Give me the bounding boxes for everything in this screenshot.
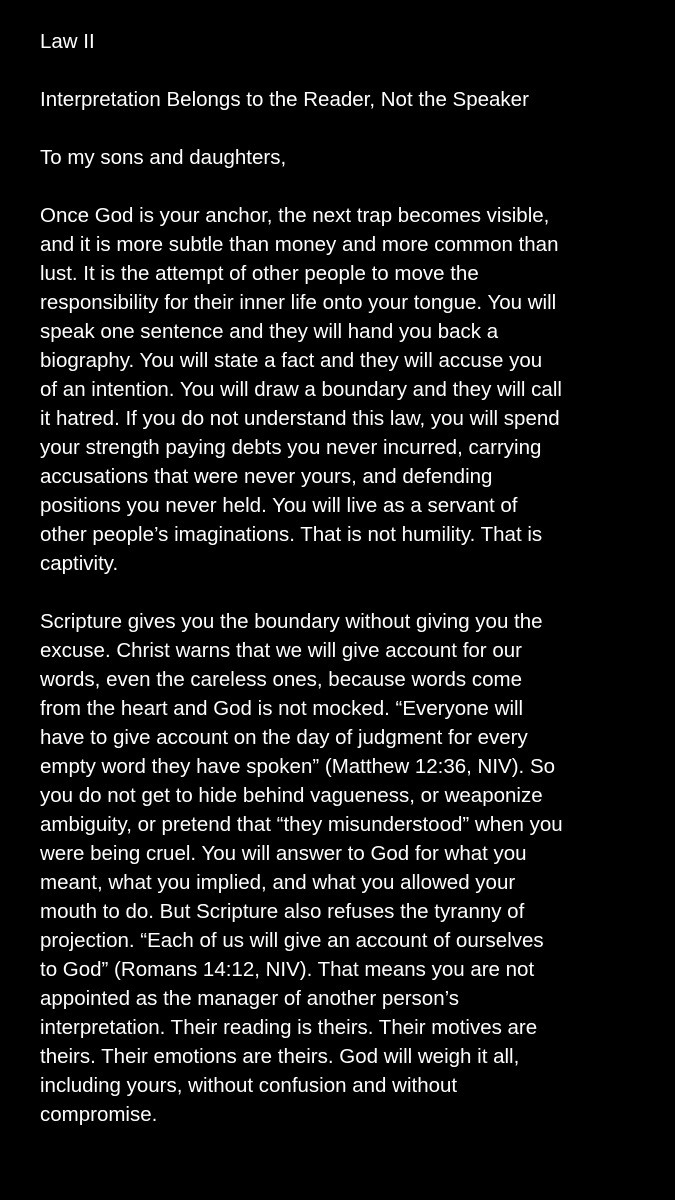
law-heading: Law II (40, 30, 95, 53)
spacer (40, 114, 640, 143)
spacer (40, 56, 640, 85)
law-subtitle: Interpretation Belongs to the Reader, Not the Speaker (40, 88, 529, 111)
document-page (40, 27, 640, 1129)
salutation: To my sons and daughters, (40, 146, 287, 169)
spacer (40, 172, 640, 201)
paragraph-anchor-trap: Once God is your anchor, the next trap becomes visible, and it is more subtle than money and more common than lust. It is the attempt of other people to move the responsibility for their inner life onto your tongue. You will speak one sentence and they will hand you back a biography. You will state a fact and they will accuse you of an intention. You will draw a boundary and they will call it hatred. If you do not understand this law, you will spend your strength paying debts you never incurred, carrying accusations that were never yours, and defending positions you never held. You will live as a servant of other people’s imaginations. That is not humility. That is captivity. (40, 204, 562, 575)
paragraph-scripture-boundary: Scripture gives you the boundary without giving you the excuse. Christ warns that we will give account for our words, even the careless ones, because words come from the heart and God is not mocked. “Everyone will have to give account on the day of judgment for every empty word they have spoken” (Matthew 12:36, NIV). So you do not get to hide behind vagueness, or weaponize ambiguity, or pretend that “they misunderstood” when you were being cruel. You will answer to God for what you meant, what you implied, and what you allowed your mouth to do. But Scripture also refuses the tyranny of projection. “Each of us will give an account of ourselves to God” (Romans 14:12, NIV). That means you are not appointed as the manager of another person’s interpretation. Their reading is theirs. Their motives are theirs. Their emotions are theirs. God will weigh it all, including yours, without confusion and without compromise. (40, 610, 563, 1126)
spacer (40, 578, 640, 607)
